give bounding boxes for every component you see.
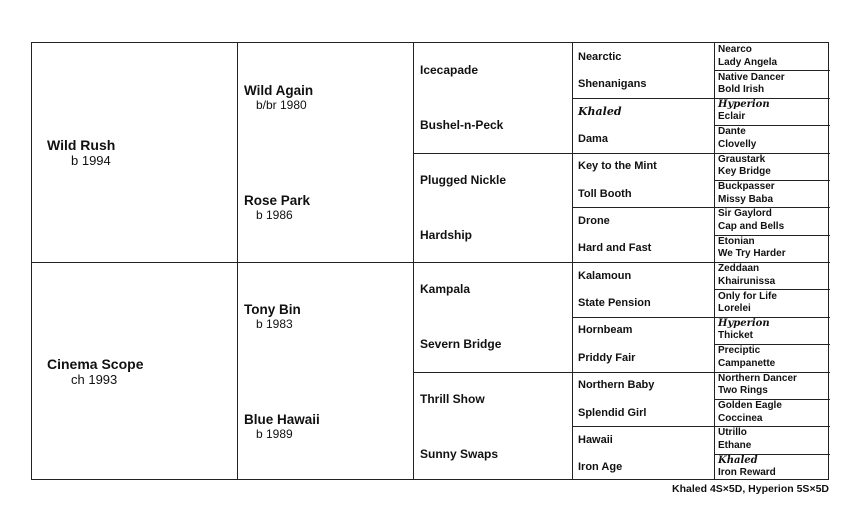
horse-name: Priddy Fair [578,351,636,364]
horse-name: Campanette [718,357,776,369]
horse-name: Sunny Swaps [420,446,499,461]
horse-name: Kalamoun [578,269,632,282]
horse-name: Ethane [718,439,752,451]
horse-name: Iron Age [578,461,623,474]
horse-name: Toll Booth [578,187,632,200]
gen5-ancestor-pair-cell [715,317,830,344]
horse-name: Hornbeam [578,324,633,337]
horse-name: Only for Life [718,290,777,302]
gen4-ancestor-cell [573,180,715,207]
gen5-ancestor-pair-cell [715,235,830,262]
horse-name: Zeddaan [718,263,760,275]
great-grandparent-cell [414,317,573,372]
gen4-ancestor-cell [573,372,715,399]
great-grandparent-cell [414,98,573,153]
gen5-ancestor-pair-cell [715,262,830,289]
gen5-ancestor-pair-cell [715,125,830,152]
horse-color-year: b 1994 [71,153,111,168]
gen4-ancestor-cell [573,317,715,344]
gen5-ancestor-pair-cell [715,70,830,97]
horse-name: Cap and Bells [718,220,785,232]
gen5-ancestor-pair-cell [715,43,830,70]
horse-name: Buckpasser [718,181,775,193]
horse-name: Blue Hawaii [244,411,320,427]
horse-name: Dante [718,126,746,138]
horse-name: Thrill Show [420,391,485,406]
horse-name: Hardship [420,227,473,242]
great-grandparent-cell [414,426,573,481]
great-grandparent-cell [414,43,573,98]
inbreeding-footnote: Khaled 4S×5D, Hyperion 5S×5D [672,483,829,495]
gen5-ancestor-pair-cell [715,207,830,234]
horse-name: Bold Irish [718,84,765,96]
horse-name: Key Bridge [718,166,771,178]
gen4-ancestor-cell [573,207,715,234]
gen4-ancestor-cell [573,125,715,152]
gen5-ancestor-pair-cell [715,344,830,371]
horse-name: Key to the Mint [578,160,657,173]
horse-name: Coccinea [718,412,763,424]
grandparent-cell [238,43,414,153]
horse-name: Hard and Fast [578,242,652,255]
horse-name: We Try Harder [718,248,786,260]
gen4-ancestor-cell [573,399,715,426]
horse-color-year: b 1983 [256,317,293,332]
horse-name: Preciptic [718,345,761,357]
horse-name: Two Rings [718,385,768,397]
horse-name: Nearco [718,44,752,56]
gen5-ancestor-pair-cell [715,399,830,426]
grandparent-cell [238,262,414,372]
great-grandparent-cell [414,262,573,317]
horse-name: Khaled [578,104,622,118]
great-grandparent-cell [414,153,573,208]
horse-name: Severn Bridge [420,337,502,352]
horse-name: Wild Rush [47,137,116,153]
horse-name: Rose Park [244,192,311,208]
horse-name: Lorelei [718,303,751,315]
horse-name: Nearctic [578,50,622,63]
gen4-ancestor-cell [573,454,715,481]
gen5-ancestor-pair-cell [715,180,830,207]
horse-name: Icecapade [420,63,479,78]
horse-name: Splendid Girl [578,406,647,419]
sire-dam-cell [32,43,238,262]
horse-color-year: ch 1993 [71,372,118,387]
gen4-ancestor-cell [573,153,715,180]
gen4-ancestor-cell [573,262,715,289]
horse-name: Graustark [718,153,766,165]
horse-name: Wild Again [244,83,314,99]
horse-name: Clovelly [718,138,757,150]
horse-name: Lady Angela [718,56,778,68]
horse-name: Hawaii [578,433,613,446]
gen4-ancestor-cell [573,70,715,97]
horse-name: Khaled [718,454,758,466]
gen4-ancestor-cell [573,289,715,316]
great-grandparent-cell [414,372,573,427]
horse-name: Eclair [718,111,746,123]
pedigree-table [31,42,829,480]
horse-name: Thicket [718,330,754,342]
horse-name: Golden Eagle [718,400,782,412]
gen4-ancestor-cell [573,43,715,70]
gen5-ancestor-pair-cell [715,153,830,180]
horse-name: Etonian [718,235,755,247]
horse-name: Drone [578,214,610,227]
grandparent-cell [238,153,414,263]
gen4-ancestor-cell [573,235,715,262]
horse-color-year: b 1986 [256,207,293,222]
horse-name: Utrillo [718,427,747,439]
horse-name: Tony Bin [244,302,301,318]
horse-name: Dama [578,132,608,145]
horse-color-year: b 1989 [256,426,293,441]
horse-name: Northern Dancer [718,372,797,384]
horse-name: Northern Baby [578,379,655,392]
horse-name: Sir Gaylord [718,208,772,220]
gen5-ancestor-pair-cell [715,98,830,125]
gen4-ancestor-cell [573,426,715,453]
gen5-ancestor-pair-cell [715,372,830,399]
horse-name: Cinema Scope [47,356,144,372]
horse-name: Plugged Nickle [420,172,507,187]
great-grandparent-cell [414,207,573,262]
horse-name: Bushel-n-Peck [420,118,504,133]
gen5-ancestor-pair-cell [715,426,830,453]
gen4-ancestor-cell [573,344,715,371]
sire-dam-cell [32,262,238,481]
gen4-ancestor-cell [573,98,715,125]
horse-name: Hyperion [718,317,770,329]
horse-color-year: b/br 1980 [256,98,307,113]
horse-name: Kampala [420,282,471,297]
horse-name: Missy Baba [718,193,774,205]
horse-name: State Pension [578,297,651,310]
horse-name: Native Dancer [718,71,785,83]
gen5-ancestor-pair-cell [715,289,830,316]
grandparent-cell [238,372,414,482]
horse-name: Shenanigans [578,78,647,91]
gen5-ancestor-pair-cell [715,454,830,481]
horse-name: Hyperion [718,98,770,110]
horse-name: Iron Reward [718,467,776,479]
horse-name: Khairunissa [718,275,776,287]
